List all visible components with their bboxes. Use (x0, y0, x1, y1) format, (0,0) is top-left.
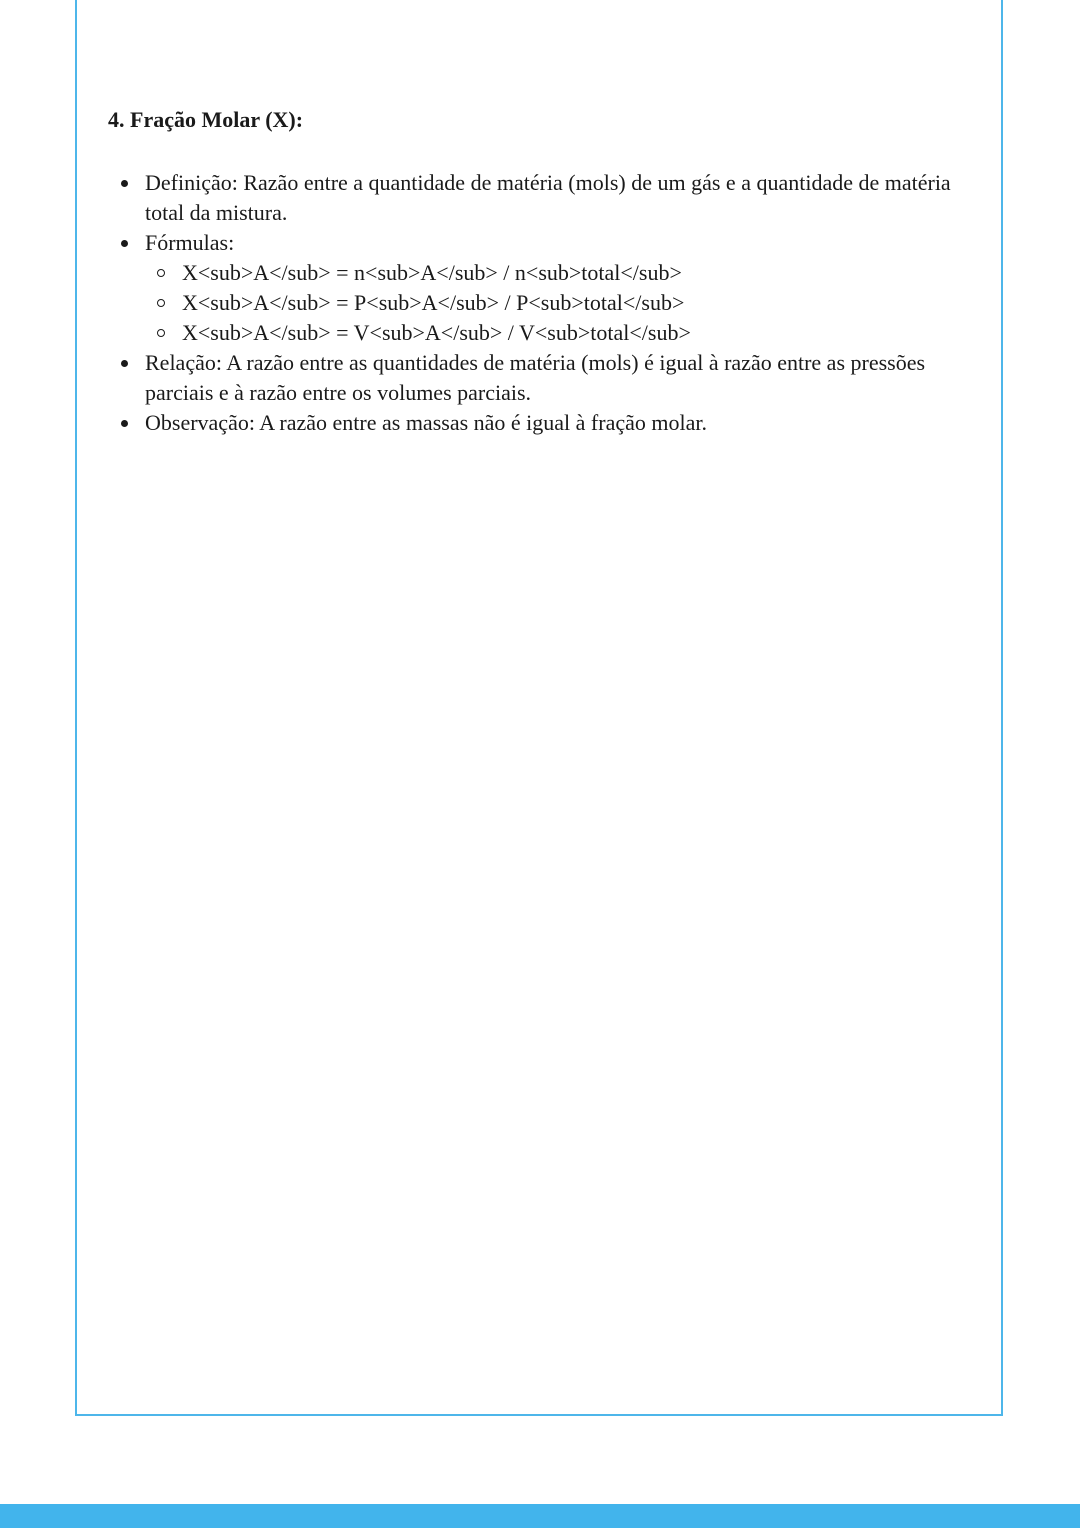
list-item-observation: Observação: A razão entre as massas não é igual à fração molar. (108, 408, 968, 438)
list-item-definition: Definição: Razão entre a quantidade de matéria (mols) de um gás e a quantidade de matéria total da mistura. (108, 168, 968, 228)
list-item-formulas (108, 228, 968, 348)
formula-item: X<sub>A</sub> = V<sub>A</sub> / V<sub>total</sub> (145, 318, 968, 348)
bullet-list (108, 168, 968, 438)
formula-list (145, 258, 968, 348)
formula-item: X<sub>A</sub> = n<sub>A</sub> / n<sub>total</sub> (145, 258, 968, 288)
section-heading: 4. Fração Molar (X): (108, 107, 304, 132)
document-content (108, 100, 968, 438)
list-item-relation: Relação: A razão entre as quantidades de matéria (mols) é igual à razão entre as pressões parciais e à razão entre os volumes parciais. (108, 348, 968, 408)
formulas-label: Fórmulas: (145, 230, 235, 255)
formula-item: X<sub>A</sub> = P<sub>A</sub> / P<sub>total</sub> (145, 288, 968, 318)
footer-bar (0, 1504, 1080, 1528)
